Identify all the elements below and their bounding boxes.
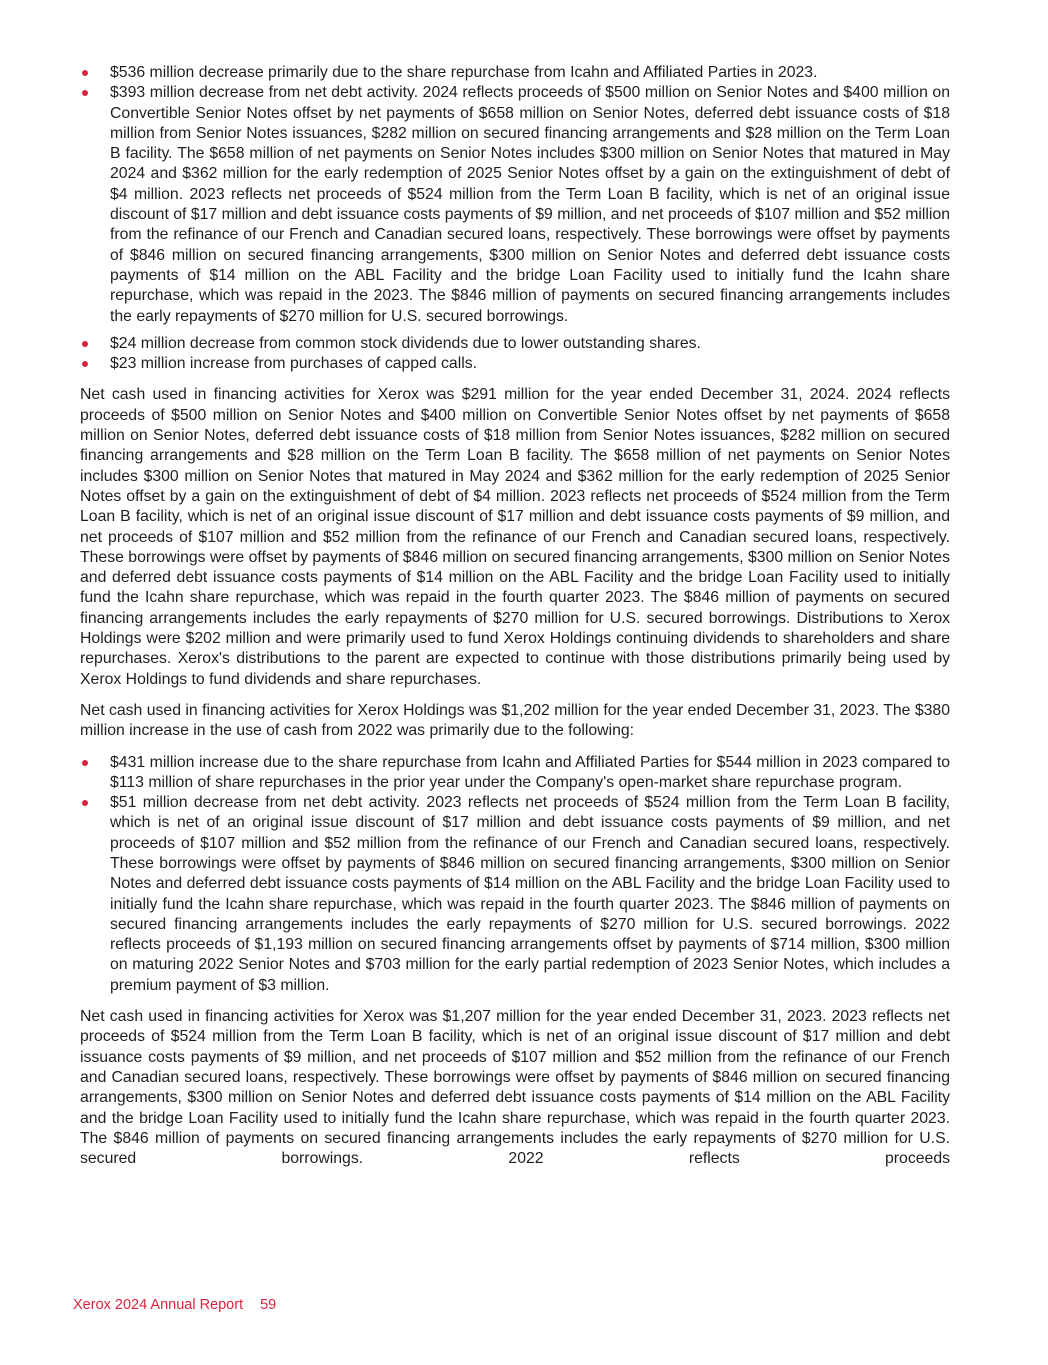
bullet-text: $24 million decrease from common stock dividends due to lower outstanding shares. [110, 334, 701, 352]
footer-page-number: 59 [260, 1297, 277, 1313]
bullet-text: $393 million decrease from net debt activity. 2024 reflects proceeds of $500 million on Senior Notes and $400 million on Convertible Senior Notes offset by net payments of $658 million on Senior Notes, deferred debt issuance costs of $18 million from Senior Notes issuances, $282 million on secured financing arrangements and $28 million on the Term Loan B facility. The $658 million of net payments on Senior Notes includes $300 million on Senior Notes that matured in May 2024 and $362 million for the early redemption of 2025 Senior Notes offset by a gain on the extinguishment of debt of $4 million. 2023 reflects net proceeds of $524 million from the Term Loan B facility, which is net of an original issue discount of $17 million and debt issuance costs payments of $9 million, and net proceeds of $107 million and $52 million from the refinance of our French and Canadian secured loans, respectively. These borrowings were offset by payments of $846 million on secured financing arrangements, $300 million on Senior Notes and deferred debt issuance costs payments of $14 million on the ABL Facility and the bridge Loan Facility used to initially fund the Icahn share repurchase, which was repaid in the 2023. The $846 million of payments on secured financing arrangements includes the early repayments of $270 million for U.S. secured borrowings. [110, 84, 950, 325]
bullet-icon [82, 341, 88, 347]
bullet-text: $23 million increase from purchases of capped calls. [110, 355, 478, 373]
list-item [80, 793, 950, 996]
page-content [80, 63, 950, 1169]
list-item [80, 354, 950, 374]
bullet-icon [82, 760, 88, 766]
bullet-icon [82, 361, 88, 367]
bullet-list-1 [80, 63, 950, 327]
paragraph-net-cash-xerox-2023: Net cash used in financing activities for Xerox was $1,207 million for the year ended December 31, 2023. 2023 reflects net proceeds of $524 million from the Term Loan B facility, which is net of an original issue discount of $17 million and debt issuance costs payments of $9 million, and net proceeds of $107 million and $52 million from the refinance of our French and Canadian secured loans, respectively. These borrowings were offset by payments of $846 million on secured financing arrangements, $300 million on Senior Notes and deferred debt issuance costs payments of $14 million on the ABL Facility and the bridge Loan Facility used to initially fund the Icahn share repurchase, which was repaid in the fourth quarter 2023. The $846 million of payments on secured financing arrangements includes the early repayments of $270 million for U.S. secured borrowings. 2022 reflects proceeds [80, 1008, 950, 1168]
bullet-list-3 [80, 753, 950, 997]
bullet-icon [82, 800, 88, 806]
list-item [80, 753, 950, 794]
bullet-icon [82, 90, 88, 96]
list-item [80, 63, 950, 83]
page-footer [73, 1297, 276, 1314]
bullet-text: $51 million decrease from net debt activity. 2023 reflects net proceeds of $524 million from the Term Loan B facility, which is net of an original issue discount of $17 million and debt issuance costs payments of $9 million, and net proceeds of $107 million and $52 million from the refinance of our French and Canadian secured loans, respectively. These borrowings were offset by payments of $846 million on secured financing arrangements, $300 million on Senior Notes and deferred debt issuance costs payments of $14 million on the ABL Facility and the bridge Loan Facility used to initially fund the Icahn share repurchase, which was repaid in the fourth quarter 2023. The $846 million of payments on secured financing arrangements includes the early repayments of $270 million for U.S. secured borrowings. 2022 reflects proceeds of $1,193 million on secured financing arrangements offset by payments of $714 million, $300 million on maturing 2022 Senior Notes and $703 million for the early partial redemption of 2023 Senior Notes, which includes a premium payment of $3 million. [110, 794, 950, 994]
bullet-text: $431 million increase due to the share repurchase from Icahn and Affiliated Parties for $544 million in 2023 compared to $113 million of share repurchases in the prior year under the Company's open-market share repurchase program. [110, 753, 950, 791]
footer-report-label: Xerox 2024 Annual Report [73, 1297, 244, 1313]
bullet-text: $536 million decrease primarily due to the share repurchase from Icahn and Affiliated Parties in 2023. [110, 64, 818, 81]
list-item [80, 83, 950, 327]
paragraph-net-cash-xerox-2024: Net cash used in financing activities for Xerox was $291 million for the year ended December 31, 2024. 2024 reflects proceeds of $500 million on Senior Notes and $400 million on Convertible Senior Notes offset by net payments of $658 million on Senior Notes, deferred debt issuance costs of $18 million from Senior Notes issuances, $282 million on secured financing arrangements and $28 million on the Term Loan B facility. The $658 million of net payments on Senior Notes includes $300 million on Senior Notes that matured in May 2024 and $362 million for the early redemption of 2025 Senior Notes offset by a gain on the extinguishment of debt of $4 million. 2023 reflects net proceeds of $524 million from the Term Loan B facility, which is net of an original issue discount of $17 million and debt issuance costs payments of $9 million, and net proceeds of $107 million and $52 million from the refinance of our French and Canadian secured loans, respectively. These borrowings were offset by payments of $846 million on secured financing arrangements, $300 million on Senior Notes and deferred debt issuance costs payments of $14 million on the ABL Facility and the bridge Loan Facility used to initially fund the Icahn share repurchase, which was repaid in the fourth quarter 2023. The $846 million of payments on secured financing arrangements includes the early repayments of $270 million for U.S. secured borrowings. Distributions to Xerox Holdings were $202 million and were primarily used to fund Xerox Holdings continuing dividends to shareholders and share repurchases. Xerox's distributions to the parent are expected to continue with those distributions primarily being used by Xerox Holdings to fund dividends and share repurchases. [80, 386, 950, 688]
paragraph-net-cash-holdings-2023: Net cash used in financing activities for Xerox Holdings was $1,202 million for the year ended December 31, 2023. The $380 million increase in the use of cash from 2022 was primarily due to the following: [80, 701, 950, 740]
list-item [80, 334, 950, 354]
bullet-list-2 [80, 334, 950, 375]
bullet-icon [82, 70, 88, 76]
